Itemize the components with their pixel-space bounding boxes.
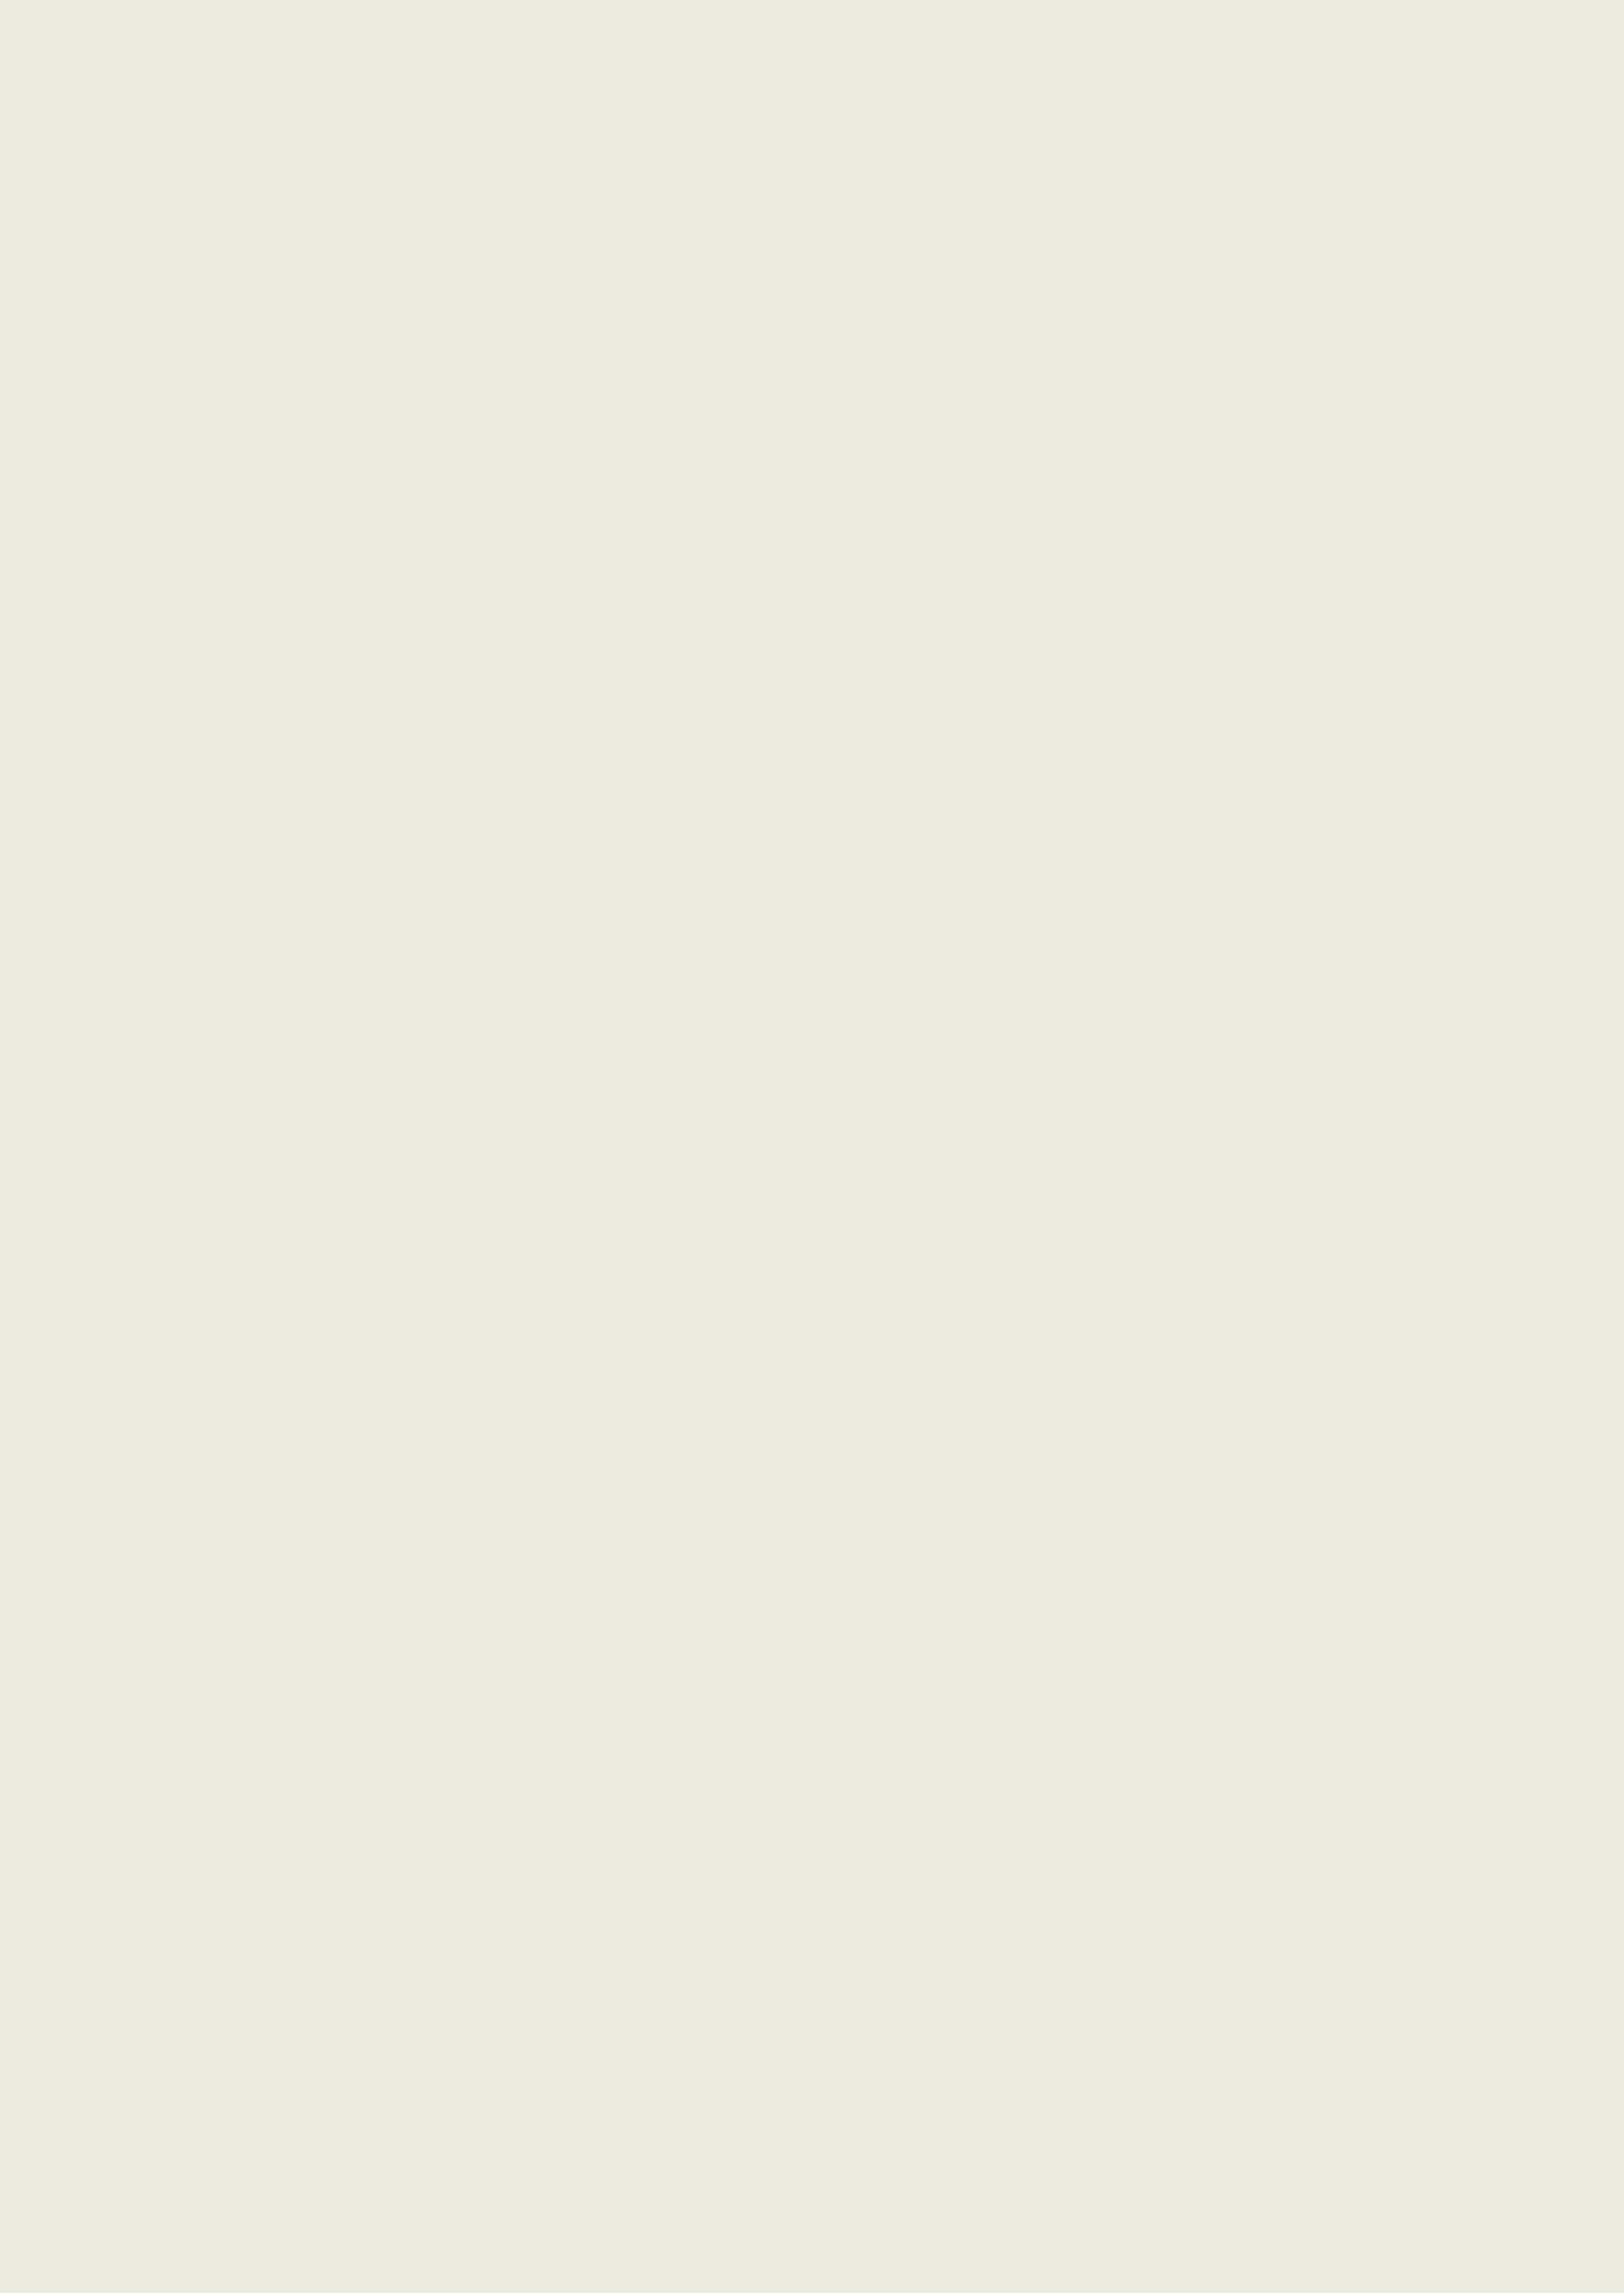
water-level-chart-svg — [830, 257, 1483, 1661]
figure-150-chart — [830, 257, 1483, 1661]
